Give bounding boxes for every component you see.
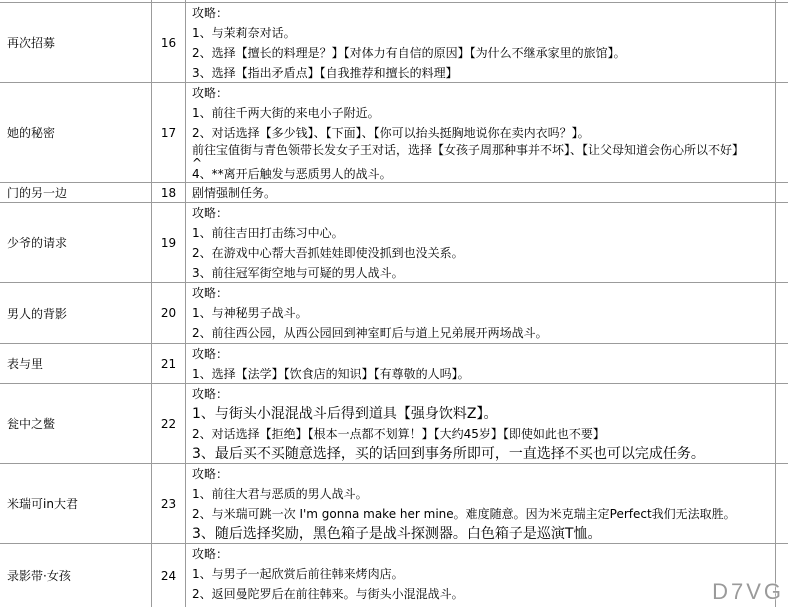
substory-number-cell[interactable]: 18 (152, 183, 186, 202)
substory-name-cell[interactable]: 门的另一边 (0, 183, 152, 202)
table-row (0, 384, 788, 464)
walkthrough-line: 攻略： (192, 347, 229, 361)
walkthrough-line: 攻略： (192, 387, 229, 401)
walkthrough-line: 3、选择【指出矛盾点】【自我推荐和擅长的料理】 (192, 66, 458, 80)
table-row (0, 544, 788, 607)
walkthrough-line: 攻略： (192, 86, 229, 100)
walkthrough-cell[interactable] (186, 283, 776, 343)
empty-cell[interactable] (776, 344, 788, 383)
walkthrough-cell[interactable] (186, 384, 776, 463)
walkthrough-line: 2、前往西公园，从西公园回到神室町后与道上兄弟展开两场战斗。 (192, 326, 548, 340)
walkthrough-line: 3、随后选择奖励，黑色箱子是战斗探测器。白色箱子是巡演T恤。 (192, 526, 602, 542)
substory-name-cell[interactable]: 少爷的请求 (0, 203, 152, 282)
walkthrough-cell[interactable] (186, 0, 776, 2)
walkthrough-line: 1、前往千两大街的来电小子附近。 (192, 106, 380, 120)
substory-name-cell[interactable]: 米瑞可in大君 (0, 464, 152, 543)
empty-cell[interactable] (776, 183, 788, 202)
substory-number-cell[interactable]: 16 (152, 3, 186, 82)
empty-cell[interactable] (776, 83, 788, 182)
table-row (0, 344, 788, 384)
walkthrough-cell[interactable] (186, 83, 776, 182)
substory-number-cell[interactable]: 23 (152, 464, 186, 543)
walkthrough-line: 攻略： (192, 6, 229, 20)
walkthrough-line: 剧情强制任务。 (192, 186, 277, 200)
empty-cell[interactable] (776, 464, 788, 543)
walkthrough-line: 攻略： (192, 547, 229, 561)
walkthrough-line-fragment: ^ (192, 157, 203, 166)
walkthrough-line: 攻略： (192, 206, 229, 220)
table-row (0, 83, 788, 183)
table-row (0, 203, 788, 283)
walkthrough-line: 2、对话选择【多少钱】、【下面】、【你可以抬头挺胸地说你在卖内衣吗？】。 (192, 126, 590, 140)
walkthrough-line: 2、选择【擅长的料理是？】【对体力有自信的原因】【为什么不继承家里的旅馆】。 (192, 46, 626, 60)
empty-cell[interactable] (776, 283, 788, 343)
substory-name-cell[interactable]: 男人的背影 (0, 283, 152, 343)
walkthrough-cell[interactable] (186, 344, 776, 383)
walkthrough-cell[interactable] (186, 183, 776, 202)
substory-number-cell[interactable]: 22 (152, 384, 186, 463)
empty-cell[interactable] (776, 203, 788, 282)
walkthrough-line: 1、前往吉田打击练习中心。 (192, 226, 344, 240)
substory-name-cell[interactable] (0, 0, 152, 2)
table-row (0, 183, 788, 203)
empty-cell[interactable] (776, 0, 788, 2)
walkthrough-line: 2、在游戏中心帮大吾抓娃娃即使没抓到也没关系。 (192, 246, 464, 260)
substory-number-cell[interactable]: 17 (152, 83, 186, 182)
walkthrough-cell[interactable] (186, 203, 776, 282)
substory-number-cell[interactable]: 21 (152, 344, 186, 383)
walkthrough-line: 1、前往大君与恶质的男人战斗。 (192, 487, 368, 501)
substory-name-cell[interactable]: 她的秘密 (0, 83, 152, 182)
empty-cell[interactable] (776, 3, 788, 82)
walkthrough-cell[interactable] (186, 544, 776, 607)
substory-name-cell[interactable]: 瓮中之鳖 (0, 384, 152, 463)
walkthrough-line: 1、与男子一起欣赏后前往韩来烤肉店。 (192, 567, 404, 581)
walkthrough-line: 2、返回曼陀罗后在前往韩来。与街头小混混战斗。 (192, 587, 464, 601)
walkthrough-line: 4、**离开后触发与恶质男人的战斗。 (192, 167, 392, 181)
walkthrough-cell[interactable] (186, 3, 776, 82)
empty-cell[interactable] (776, 384, 788, 463)
substory-number-cell[interactable]: 19 (152, 203, 186, 282)
walkthrough-line: 3、最后买不买随意选择，买的话回到事务所即可，一直选择不买也可以完成任务。 (192, 446, 705, 462)
table-row (0, 464, 788, 544)
substory-number-cell[interactable]: 20 (152, 283, 186, 343)
substory-name-cell[interactable]: 表与里 (0, 344, 152, 383)
substory-name-cell[interactable]: 录影带·女孩 (0, 544, 152, 607)
walkthrough-line: 2、与米瑞可跳一次 I'm gonna make her mine。难度随意。因为米克瑞主定Perfect我们无法取胜。 (192, 507, 736, 521)
walkthrough-line: 攻略： (192, 467, 229, 481)
substory-number-cell[interactable] (152, 0, 186, 2)
substory-name-cell[interactable]: 再次招募 (0, 3, 152, 82)
watermark: D7VG (712, 579, 784, 604)
walkthrough-line-clipped: 前往宝值街与青色领带长发女子王对话，选择【女孩子周那种事并不坏】、【让父母知道会伤心所以不好】 (192, 143, 745, 157)
walkthrough-cell[interactable] (186, 464, 776, 543)
walkthrough-line: 1、选择【法学】【饮食店的知识】【有尊敬的人吗】。 (192, 367, 470, 381)
table-row (0, 283, 788, 344)
walkthrough-line: 1、与神秘男子战斗。 (192, 306, 308, 320)
walkthrough-line: 2、对话选择【拒绝】【根本一点都不划算！】【大约45岁】【即使如此也不要】 (192, 427, 605, 441)
walkthrough-line: 1、与街头小混混战斗后得到道具【强身饮料Z】。 (192, 406, 498, 422)
walkthrough-line: 攻略： (192, 286, 229, 300)
walkthrough-line: 3、前往冠军街空地与可疑的男人战斗。 (192, 266, 404, 280)
substory-number-cell[interactable]: 24 (152, 544, 186, 607)
table-row (0, 3, 788, 83)
walkthrough-line: 1、与茉莉奈对话。 (192, 26, 296, 40)
